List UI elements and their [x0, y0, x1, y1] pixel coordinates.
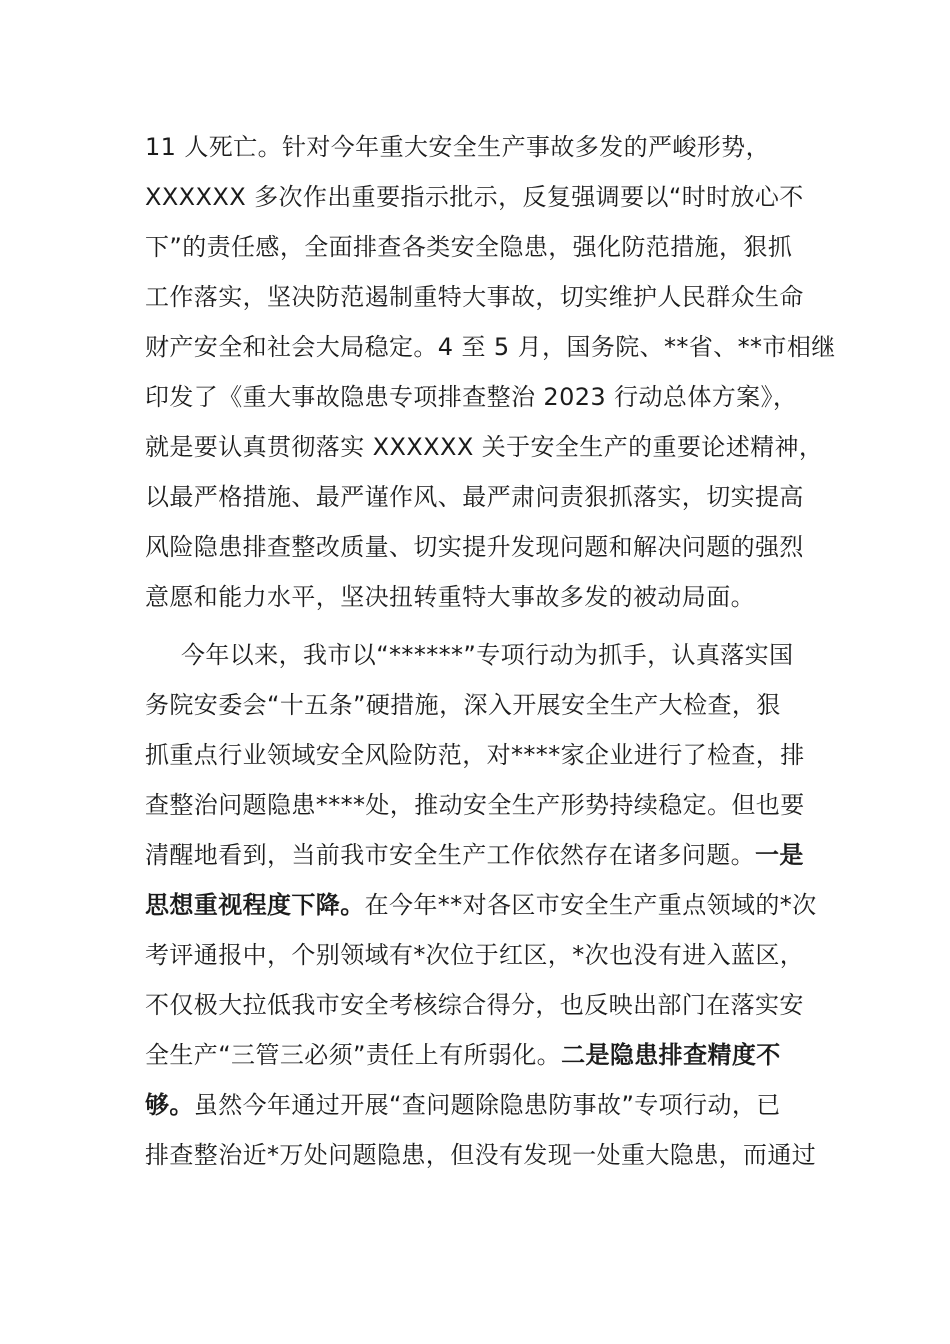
paragraph2-text: 虽然今年通过开展“查问题除隐患防事故”专项行动，已 — [193, 1091, 781, 1119]
paragraph1-line: XXXXXX 多次作出重要指示批示，反复强调要以“时时放心不 — [145, 183, 804, 211]
paragraph2-line: 抓重点行业领域安全风险防范，对****家企业进行了检查，排 — [145, 741, 805, 769]
paragraph1-line: 11 人死亡。针对今年重大安全生产事故多发的严峻形势， — [145, 133, 770, 161]
paragraph1-line: 风险隐患排查整改质量、切实提升发现问题和解决问题的强烈 — [145, 533, 804, 561]
point-two-heading-end: 够。 — [145, 1091, 194, 1119]
paragraph1-line: 意愿和能力水平，坚决扭转重特大事故多发的被动局面。 — [145, 583, 755, 611]
paragraph2-line: 务院安委会“十五条”硬措施，深入开展安全生产大检查，狠 — [145, 691, 781, 719]
point-one-heading: 思想重视程度下降。 — [145, 891, 365, 919]
paragraph2-line — [145, 840, 825, 870]
paragraph1-line: 财产安全和社会大局稳定。4 至 5 月，国务院、**省、**市相继 — [145, 333, 836, 361]
paragraph1-line: 印发了《重大事故隐患专项排查整治 2023 行动总体方案》， — [145, 383, 798, 411]
point-two-heading: 二是隐患排查精度不 — [561, 1041, 781, 1069]
paragraph1-line: 下”的责任感，全面排查各类安全隐患，强化防范措施，狠抓 — [145, 233, 793, 261]
paragraph2-line: 考评通报中，个别领域有*次位于红区，*次也没有进入蓝区， — [145, 941, 805, 969]
point-one-label: 一是 — [755, 841, 804, 869]
paragraph1-line: 以最严格措施、最严谨作风、最严肃问责狠抓落实，切实提高 — [145, 483, 804, 511]
paragraph2-line: 不仅极大拉低我市安全考核综合得分，也反映出部门在落实安 — [145, 991, 804, 1019]
paragraph2-text: 在今年**对各区市安全生产重点领域的*次 — [364, 891, 817, 919]
paragraph1-line: 就是要认真贯彻落实 XXXXXX 关于安全生产的重要论述精神， — [145, 433, 824, 461]
paragraph2-text: 清醒地看到，当前我市安全生产工作依然存在诸多问题。 — [145, 841, 755, 869]
paragraph2-line: 查整治问题隐患****处，推动安全生产形势持续稳定。但也要 — [145, 791, 805, 819]
paragraph2-line: 排查整治近*万处问题隐患，但没有发现一处重大隐患，而通过 — [145, 1141, 817, 1169]
paragraph2-text: 全生产“三管三必须”责任上有所弱化。 — [145, 1041, 562, 1069]
paragraph1-line: 工作落实，坚决防范遏制重特大事故，切实维护人民群众生命 — [145, 283, 804, 311]
paragraph2-line — [145, 1090, 825, 1120]
paragraph2-line — [145, 890, 825, 920]
paragraph2-line — [145, 1040, 825, 1070]
paragraph2-line: 今年以来，我市以“******”专项行动为抓手，认真落实国 — [181, 641, 794, 669]
